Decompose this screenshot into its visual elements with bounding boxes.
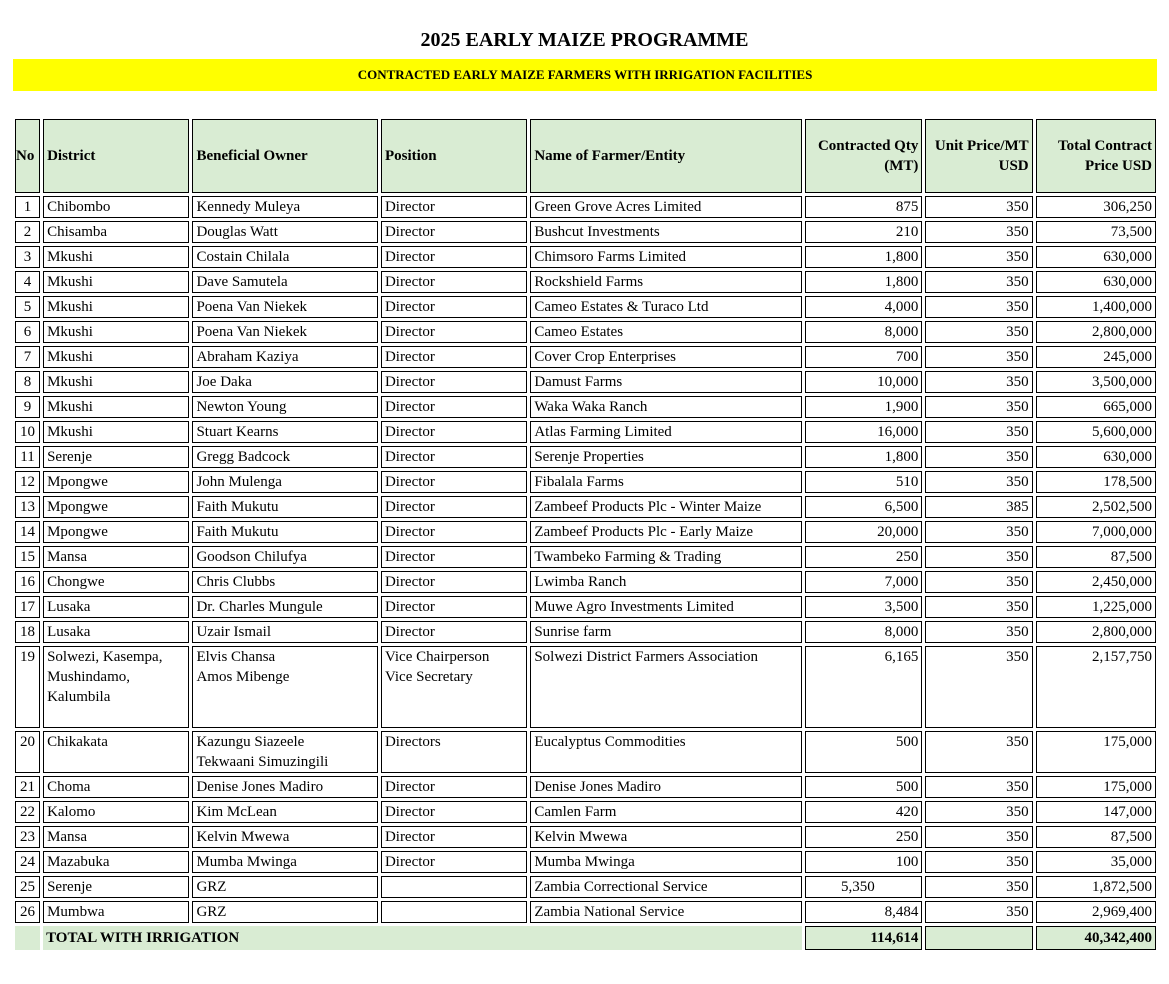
cell-position [381,876,527,898]
cell-district: Mkushi [43,371,189,393]
cell-position [381,901,527,923]
cell-farmer: Zambia Correctional Service [530,876,802,898]
cell-no: 23 [15,826,40,848]
cell-position: Director [381,321,527,343]
cell-total: 178,500 [1036,471,1156,493]
cell-total: 1,872,500 [1036,876,1156,898]
table-row [15,471,1156,493]
cell-farmer: Cameo Estates & Turaco Ltd [530,296,802,318]
cell-district: Choma [43,776,189,798]
cell-owner: Elvis Chansa Amos Mibenge [192,646,377,728]
cell-no: 6 [15,321,40,343]
cell-no: 14 [15,521,40,543]
table-row [15,546,1156,568]
cell-district: Solwezi, Kasempa, Mushindamo, Kalumbila [43,646,189,728]
cell-qty: 510 [805,471,922,493]
cell-farmer: Lwimba Ranch [530,571,802,593]
cell-district: Mkushi [43,321,189,343]
cell-owner: Kim McLean [192,801,377,823]
table-row [15,321,1156,343]
cell-farmer: Kelvin Mwewa [530,826,802,848]
cell-qty: 8,484 [805,901,922,923]
total-row-spacer [15,926,40,950]
cell-qty: 700 [805,346,922,368]
table-row [15,221,1156,243]
farmers-table [12,116,1159,953]
cell-total: 630,000 [1036,446,1156,468]
cell-farmer: Damust Farms [530,371,802,393]
cell-no: 12 [15,471,40,493]
cell-position: Director [381,221,527,243]
cell-no: 15 [15,546,40,568]
cell-owner: Chris Clubbs [192,571,377,593]
cell-total: 175,000 [1036,731,1156,773]
cell-farmer: Denise Jones Madiro [530,776,802,798]
cell-position: Director [381,471,527,493]
cell-qty: 250 [805,546,922,568]
cell-farmer: Mumba Mwinga [530,851,802,873]
cell-no: 1 [15,196,40,218]
table-row [15,371,1156,393]
cell-farmer: Atlas Farming Limited [530,421,802,443]
cell-unit: 350 [925,296,1032,318]
table-row [15,596,1156,618]
cell-no: 21 [15,776,40,798]
cell-total: 306,250 [1036,196,1156,218]
cell-no: 25 [15,876,40,898]
cell-no: 2 [15,221,40,243]
cell-position: Director [381,596,527,618]
cell-no: 22 [15,801,40,823]
cell-farmer: Waka Waka Ranch [530,396,802,418]
cell-total: 2,969,400 [1036,901,1156,923]
cell-farmer: Zambeef Products Plc - Winter Maize [530,496,802,518]
cell-owner: Abraham Kaziya [192,346,377,368]
table-row [15,731,1156,773]
cell-qty: 500 [805,731,922,773]
col-header-qty: Contracted Qty (MT) [805,119,922,193]
total-unit-blank [925,926,1032,950]
cell-total: 1,400,000 [1036,296,1156,318]
total-qty: 114,614 [805,926,922,950]
cell-district: Chibombo [43,196,189,218]
table-row [15,246,1156,268]
cell-owner: Dave Samutela [192,271,377,293]
cell-qty: 100 [805,851,922,873]
cell-owner: Newton Young [192,396,377,418]
cell-unit: 350 [925,246,1032,268]
cell-no: 5 [15,296,40,318]
cell-owner: Poena Van Niekek [192,321,377,343]
cell-position: Director [381,296,527,318]
cell-district: Mumbwa [43,901,189,923]
table-row [15,826,1156,848]
table-row [15,346,1156,368]
table-row [15,801,1156,823]
col-header-no: No [15,119,40,193]
cell-qty: 8,000 [805,321,922,343]
cell-no: 20 [15,731,40,773]
cell-district: Mpongwe [43,521,189,543]
cell-total: 147,000 [1036,801,1156,823]
cell-district: Mkushi [43,346,189,368]
cell-owner: Dr. Charles Mungule [192,596,377,618]
cell-qty: 5,350 [805,876,922,898]
total-row [15,926,1156,950]
cell-qty: 6,500 [805,496,922,518]
cell-unit: 350 [925,851,1032,873]
cell-owner: Uzair Ismail [192,621,377,643]
table-row [15,876,1156,898]
table-row [15,621,1156,643]
page-title: 2025 EARLY MAIZE PROGRAMME [420,29,749,51]
cell-no: 17 [15,596,40,618]
cell-unit: 350 [925,421,1032,443]
cell-district: Mkushi [43,421,189,443]
table-row [15,646,1156,728]
cell-farmer: Cameo Estates [530,321,802,343]
cell-farmer: Twambeko Farming & Trading [530,546,802,568]
cell-owner: Faith Mukutu [192,496,377,518]
cell-qty: 16,000 [805,421,922,443]
cell-unit: 350 [925,521,1032,543]
cell-district: Mazabuka [43,851,189,873]
cell-owner: Stuart Kearns [192,421,377,443]
cell-qty: 7,000 [805,571,922,593]
cell-total: 2,800,000 [1036,621,1156,643]
cell-position: Director [381,496,527,518]
cell-owner: GRZ [192,876,377,898]
cell-position: Director [381,571,527,593]
cell-total: 2,157,750 [1036,646,1156,728]
table-row [15,571,1156,593]
cell-qty: 10,000 [805,371,922,393]
cell-owner: Poena Van Niekek [192,296,377,318]
cell-district: Serenje [43,446,189,468]
table-row [15,776,1156,798]
cell-farmer: Sunrise farm [530,621,802,643]
cell-farmer: Zambeef Products Plc - Early Maize [530,521,802,543]
cell-position: Director [381,371,527,393]
table-row [15,271,1156,293]
cell-total: 7,000,000 [1036,521,1156,543]
cell-no: 4 [15,271,40,293]
cell-position: Director [381,421,527,443]
cell-owner: GRZ [192,901,377,923]
cell-no: 3 [15,246,40,268]
col-header-position: Position [381,119,527,193]
cell-unit: 350 [925,776,1032,798]
col-header-unit-price: Unit Price/MT USD [925,119,1032,193]
cell-unit: 350 [925,271,1032,293]
col-header-district: District [43,119,189,193]
cell-owner: Kelvin Mwewa [192,826,377,848]
table-row [15,851,1156,873]
cell-farmer: Cover Crop Enterprises [530,346,802,368]
cell-unit: 350 [925,621,1032,643]
cell-position: Director [381,446,527,468]
cell-position: Director [381,776,527,798]
cell-owner: Denise Jones Madiro [192,776,377,798]
cell-qty: 250 [805,826,922,848]
cell-qty: 6,165 [805,646,922,728]
cell-total: 630,000 [1036,271,1156,293]
col-header-owner: Beneficial Owner [192,119,377,193]
cell-unit: 350 [925,371,1032,393]
cell-owner: Kennedy Muleya [192,196,377,218]
cell-district: Mansa [43,546,189,568]
cell-district: Mkushi [43,296,189,318]
cell-position: Director [381,546,527,568]
cell-no: 10 [15,421,40,443]
total-price: 40,342,400 [1036,926,1156,950]
table-row [15,196,1156,218]
cell-farmer: Bushcut Investments [530,221,802,243]
cell-district: Chikakata [43,731,189,773]
cell-unit: 350 [925,646,1032,728]
cell-total: 73,500 [1036,221,1156,243]
cell-total: 1,225,000 [1036,596,1156,618]
cell-position: Director [381,851,527,873]
cell-no: 19 [15,646,40,728]
cell-district: Lusaka [43,596,189,618]
cell-unit: 350 [925,446,1032,468]
cell-total: 630,000 [1036,246,1156,268]
cell-district: Mkushi [43,246,189,268]
cell-unit: 350 [925,346,1032,368]
cell-unit: 350 [925,471,1032,493]
cell-unit: 350 [925,196,1032,218]
cell-farmer: Serenje Properties [530,446,802,468]
cell-no: 16 [15,571,40,593]
subtitle-banner: CONTRACTED EARLY MAIZE FARMERS WITH IRRIGATION FACILITIES [13,59,1157,91]
cell-position: Director [381,271,527,293]
cell-unit: 385 [925,496,1032,518]
cell-district: Mkushi [43,396,189,418]
cell-district: Mpongwe [43,471,189,493]
cell-district: Chisamba [43,221,189,243]
table-row [15,496,1156,518]
cell-total: 87,500 [1036,546,1156,568]
cell-no: 9 [15,396,40,418]
cell-no: 18 [15,621,40,643]
cell-qty: 210 [805,221,922,243]
table-row [15,396,1156,418]
cell-owner: John Mulenga [192,471,377,493]
cell-unit: 350 [925,801,1032,823]
col-header-total-price: Total Contract Price USD [1036,119,1156,193]
table-row [15,296,1156,318]
cell-qty: 20,000 [805,521,922,543]
cell-unit: 350 [925,876,1032,898]
cell-total: 5,600,000 [1036,421,1156,443]
cell-position: Director [381,346,527,368]
cell-qty: 500 [805,776,922,798]
cell-district: Kalomo [43,801,189,823]
table-row [15,901,1156,923]
cell-position: Directors [381,731,527,773]
col-header-farmer: Name of Farmer/Entity [530,119,802,193]
cell-farmer: Zambia National Service [530,901,802,923]
cell-total: 2,502,500 [1036,496,1156,518]
cell-district: Lusaka [43,621,189,643]
cell-qty: 8,000 [805,621,922,643]
cell-position: Vice Chairperson Vice Secretary [381,646,527,728]
cell-total: 2,450,000 [1036,571,1156,593]
cell-total: 3,500,000 [1036,371,1156,393]
cell-owner: Goodson Chilufya [192,546,377,568]
cell-qty: 1,900 [805,396,922,418]
cell-no: 13 [15,496,40,518]
cell-total: 665,000 [1036,396,1156,418]
cell-unit: 350 [925,596,1032,618]
table-row [15,446,1156,468]
cell-no: 24 [15,851,40,873]
cell-unit: 350 [925,826,1032,848]
cell-unit: 350 [925,221,1032,243]
cell-farmer: Rockshield Farms [530,271,802,293]
cell-farmer: Chimsoro Farms Limited [530,246,802,268]
cell-position: Director [381,621,527,643]
cell-owner: Costain Chilala [192,246,377,268]
cell-farmer: Fibalala Farms [530,471,802,493]
cell-owner: Mumba Mwinga [192,851,377,873]
cell-owner: Gregg Badcock [192,446,377,468]
cell-owner: Kazungu Siazeele Tekwaani Simuzingili [192,731,377,773]
cell-farmer: Muwe Agro Investments Limited [530,596,802,618]
cell-no: 8 [15,371,40,393]
cell-farmer: Green Grove Acres Limited [530,196,802,218]
cell-total: 35,000 [1036,851,1156,873]
cell-farmer: Eucalyptus Commodities [530,731,802,773]
cell-unit: 350 [925,546,1032,568]
cell-qty: 420 [805,801,922,823]
cell-unit: 350 [925,571,1032,593]
cell-unit: 350 [925,321,1032,343]
cell-owner: Douglas Watt [192,221,377,243]
cell-qty: 1,800 [805,271,922,293]
cell-position: Director [381,246,527,268]
cell-owner: Joe Daka [192,371,377,393]
total-label: TOTAL WITH IRRIGATION [43,926,802,950]
table-row [15,421,1156,443]
cell-no: 11 [15,446,40,468]
cell-district: Serenje [43,876,189,898]
cell-qty: 4,000 [805,296,922,318]
cell-qty: 1,800 [805,446,922,468]
cell-total: 245,000 [1036,346,1156,368]
cell-qty: 1,800 [805,246,922,268]
cell-qty: 3,500 [805,596,922,618]
cell-total: 2,800,000 [1036,321,1156,343]
cell-district: Chongwe [43,571,189,593]
cell-unit: 350 [925,396,1032,418]
cell-total: 87,500 [1036,826,1156,848]
cell-farmer: Camlen Farm [530,801,802,823]
cell-no: 7 [15,346,40,368]
cell-district: Mpongwe [43,496,189,518]
header-row [15,119,1156,193]
cell-position: Director [381,826,527,848]
cell-owner: Faith Mukutu [192,521,377,543]
cell-total: 175,000 [1036,776,1156,798]
cell-no: 26 [15,901,40,923]
cell-qty: 875 [805,196,922,218]
cell-unit: 350 [925,731,1032,773]
cell-position: Director [381,801,527,823]
table-row [15,521,1156,543]
cell-farmer: Solwezi District Farmers Association [530,646,802,728]
cell-district: Mansa [43,826,189,848]
cell-unit: 350 [925,901,1032,923]
cell-district: Mkushi [43,271,189,293]
cell-position: Director [381,196,527,218]
cell-position: Director [381,521,527,543]
cell-position: Director [381,396,527,418]
